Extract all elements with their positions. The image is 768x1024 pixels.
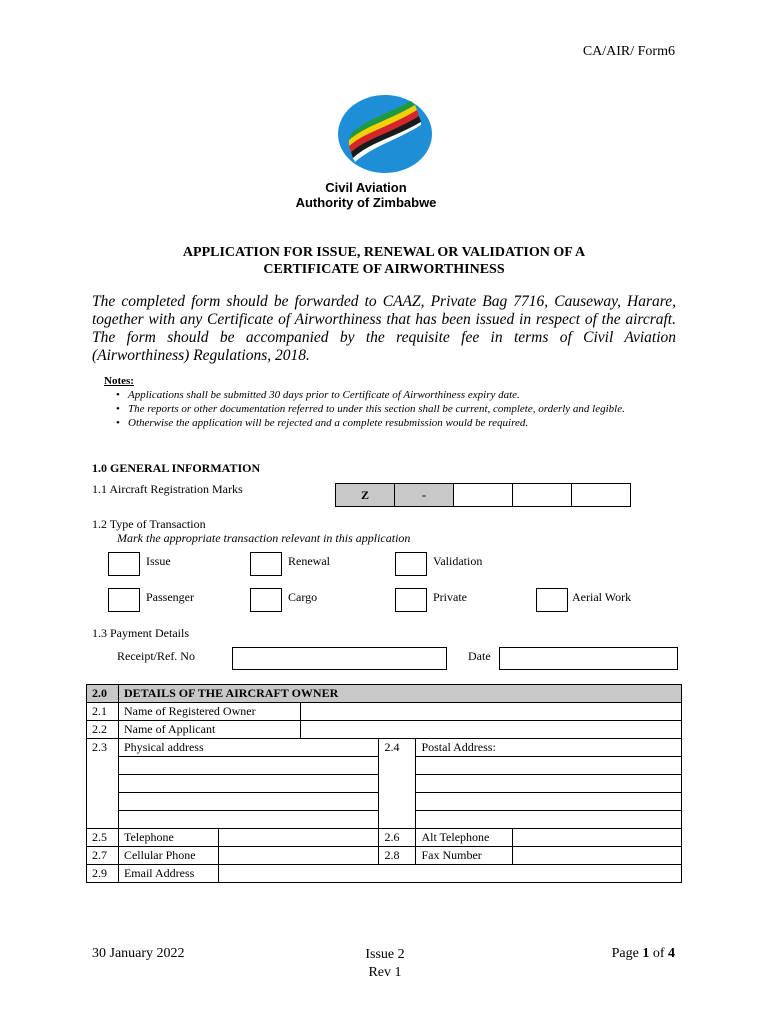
validation-checkbox[interactable] [395, 552, 427, 576]
owner-details-table [86, 684, 682, 883]
notes-list [116, 389, 678, 431]
issue-text: Issue 2 [365, 947, 405, 962]
row-number: 2.5 [87, 829, 119, 847]
row-number: 2.9 [87, 865, 119, 883]
general-info-heading: 1.0 GENERAL INFORMATION [92, 461, 261, 475]
reg-cell-prefix: Z [336, 484, 394, 506]
applicant-label: Name of Applicant [118, 721, 300, 739]
payment-details-label: 1.3 Payment Details [92, 626, 189, 640]
transaction-type-label: 1.2 Type of Transaction [92, 517, 206, 531]
validation-label: Validation [433, 554, 483, 568]
physical-address-field[interactable] [118, 757, 379, 775]
row-number: 2.1 [87, 703, 119, 721]
issue-label: Issue [146, 554, 171, 568]
postal-address-field[interactable] [416, 811, 682, 829]
section-title: DETAILS OF THE AIRCRAFT OWNER [118, 685, 681, 703]
physical-address-label: Physical address [118, 739, 379, 757]
row-number: 2.6 [379, 829, 416, 847]
aerial-work-checkbox[interactable] [536, 588, 568, 612]
intro-line-4: (Airworthiness) Regulations, 2018. [92, 347, 310, 364]
issue-checkbox[interactable] [108, 552, 140, 576]
telephone-field[interactable] [218, 829, 379, 847]
page-title [92, 244, 676, 278]
note-item: • The reports or other documentation referred to under this section shall be current, complete, orderly and legible. [116, 403, 678, 416]
note-item: • Otherwise the application will be rejected and a complete resubmission would be required. [116, 417, 678, 430]
passenger-label: Passenger [146, 590, 194, 604]
notes-heading: Notes: [104, 375, 134, 387]
cellular-phone-field[interactable] [218, 847, 379, 865]
org-line-1: Civil Aviation [325, 180, 407, 195]
table-row [87, 703, 682, 721]
renewal-label: Renewal [288, 554, 330, 568]
private-label: Private [433, 590, 467, 604]
intro-paragraph [92, 293, 676, 365]
table-row [87, 829, 682, 847]
physical-address-field[interactable] [118, 793, 379, 811]
row-number: 2.2 [87, 721, 119, 739]
row-number: 2.4 [379, 739, 416, 829]
footer-date: 30 January 2022 [92, 946, 185, 961]
page-current: 1 [642, 946, 650, 961]
page-total: 4 [668, 946, 675, 961]
transaction-type-hint: Mark the appropriate transaction relevant in this application [117, 531, 411, 545]
email-label: Email Address [118, 865, 218, 883]
cellular-phone-label: Cellular Phone [118, 847, 218, 865]
intro-line-1: The completed form should be forwarded to CAAZ, Private Bag 7716, Causeway, Harare, [92, 293, 676, 310]
note-item: • Applications shall be submitted 30 days prior to Certificate of Airworthiness expiry date. [116, 389, 678, 402]
form-code: CA/AIR/ Form6 [582, 44, 675, 59]
receipt-label: Receipt/Ref. No [117, 649, 195, 663]
table-row [87, 739, 682, 757]
row-number: 2.3 [87, 739, 119, 829]
caaz-logo [337, 94, 433, 174]
page-prefix: Page [611, 946, 643, 961]
date-label: Date [468, 649, 491, 663]
row-number: 2.8 [379, 847, 416, 865]
page-number [612, 946, 675, 962]
cargo-label: Cargo [288, 590, 318, 604]
reg-cell-input[interactable] [571, 484, 630, 506]
organisation-name [280, 180, 452, 210]
section-number: 2.0 [87, 685, 119, 703]
registered-owner-label: Name of Registered Owner [118, 703, 300, 721]
applicant-field[interactable] [300, 721, 681, 739]
fax-number-field[interactable] [513, 847, 682, 865]
table-header-row [87, 685, 682, 703]
intro-line-3: The form should be accompanied by the requisite fee in terms of Civil Aviation [92, 329, 676, 346]
reg-cell-input[interactable] [453, 484, 512, 506]
table-row [87, 721, 682, 739]
reg-cell-input[interactable] [512, 484, 571, 506]
physical-address-field[interactable] [118, 811, 379, 829]
aerial-work-label: Aerial Work [572, 590, 632, 604]
table-row [87, 847, 682, 865]
physical-address-field[interactable] [118, 775, 379, 793]
alt-telephone-label: Alt Telephone [416, 829, 513, 847]
passenger-checkbox[interactable] [108, 588, 140, 612]
footer-revision [345, 946, 425, 982]
table-row [87, 865, 682, 883]
postal-address-field[interactable] [416, 757, 682, 775]
telephone-label: Telephone [118, 829, 218, 847]
rev-text: Rev 1 [368, 965, 402, 980]
date-input[interactable] [499, 647, 678, 670]
org-line-2: Authority of Zimbabwe [295, 195, 437, 210]
fax-number-label: Fax Number [416, 847, 513, 865]
private-checkbox[interactable] [395, 588, 427, 612]
postal-address-label: Postal Address: [416, 739, 682, 757]
reg-cell-dash: - [394, 484, 453, 506]
row-number: 2.7 [87, 847, 119, 865]
intro-line-2: together with any Certificate of Airworthiness that has been issued in respect of the aircraft. [92, 311, 676, 328]
postal-address-field[interactable] [416, 793, 682, 811]
registration-marks-label: 1.1 Aircraft Registration Marks [92, 482, 243, 496]
postal-address-field[interactable] [416, 775, 682, 793]
title-line-1: APPLICATION FOR ISSUE, RENEWAL OR VALIDATION OF A [182, 245, 586, 260]
title-line-2: CERTIFICATE OF AIRWORTHINESS [263, 262, 505, 277]
cargo-checkbox[interactable] [250, 588, 282, 612]
receipt-input[interactable] [232, 647, 447, 670]
page-of: of [649, 946, 668, 961]
renewal-checkbox[interactable] [250, 552, 282, 576]
email-field[interactable] [218, 865, 681, 883]
registered-owner-field[interactable] [300, 703, 681, 721]
alt-telephone-field[interactable] [513, 829, 682, 847]
registration-marks-grid [335, 483, 631, 507]
